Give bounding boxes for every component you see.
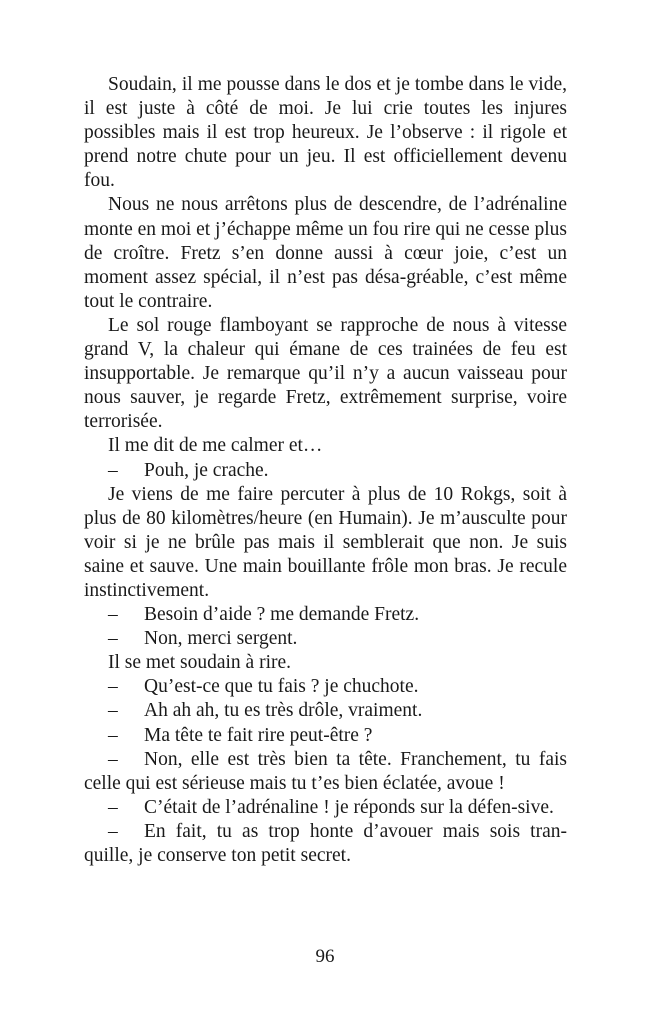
- page-number: 96: [315, 946, 335, 967]
- dialogue-line: [84, 699, 567, 723]
- dialogue-dash: –: [108, 796, 118, 818]
- dialogue-line: [84, 724, 567, 748]
- dialogue-text: Ah ah ah, tu es très drôle, vraiment.: [144, 700, 423, 722]
- dialogue-text: Non, merci sergent.: [144, 628, 298, 650]
- dialogue-text: Non, elle est très bien ta tête. Franchement, tu fais celle qui est sérieuse mais tu t’es bien éclatée, avoue !: [84, 748, 567, 794]
- dialogue-line: [84, 603, 567, 627]
- dialogue-dash: –: [108, 676, 118, 698]
- dialogue-line: [84, 796, 567, 820]
- dialogue-text: Qu’est-ce que tu fais ? je chuchote.: [144, 676, 419, 698]
- dialogue-dash: –: [108, 700, 118, 722]
- dialogue-dash: –: [108, 604, 118, 626]
- dialogue-dash: –: [108, 724, 118, 746]
- paragraph: Nous ne nous arrêtons plus de descendre, de l’adrénaline monte en moi et j’échappe même un fou rire qui ne cesse plus de croître. Fretz s’en donne aussi à cœur joie, c’est un moment assez spécial, il n’est pas désa-gréable, c’est même tout le contraire.: [84, 194, 568, 312]
- dialogue-dash: –: [108, 628, 118, 650]
- dialogue-text: En fait, tu as trop honte d’avouer mais sois tran-quille, je conserve ton petit secret.: [84, 820, 567, 866]
- paragraph: Il se met soudain à rire.: [108, 652, 292, 674]
- dialogue-dash: –: [108, 748, 118, 770]
- paragraph: Je viens de me faire percuter à plus de 10 Rokgs, soit à plus de 80 kilomètres/heure (en Humain). Je m’ausculte pour voir si je ne brûle pas mais il semblerait que non. Je suis saine et sauve. Une main bouillante frôle mon bras. Je recule instinctivement.: [84, 483, 567, 601]
- dialogue-text: C’était de l’adrénaline ! je réponds sur la défen-sive.: [144, 796, 554, 818]
- dialogue-line: [84, 820, 567, 868]
- paragraph: Il me dit de me calmer et…: [108, 435, 323, 457]
- dialogue-line: [84, 675, 567, 699]
- dialogue-dash: –: [108, 820, 118, 842]
- dialogue-line: [84, 748, 567, 796]
- paragraph: Soudain, il me pousse dans le dos et je tombe dans le vide, il est juste à côté de moi. Je lui crie toutes les injures possibles mais il est trop heureux. Je l’observe : il rigole et prend notre chute pour un jeu. Il est officiellement devenu fou.: [84, 74, 567, 192]
- dialogue-dash: –: [108, 459, 118, 481]
- paragraph: Le sol rouge flamboyant se rapproche de nous à vitesse grand V, la chaleur qui émane de ces trainées de feu est insupportable. Je remarque qu’il n’y a aucun vaisseau pour nous sauver, je regarde Fretz, extrêmement surprise, voire terrorisée.: [84, 314, 567, 433]
- dialogue-line: [84, 627, 567, 651]
- page-body: [84, 73, 567, 868]
- dialogue-text: Ma tête te fait rire peut-être ?: [144, 724, 373, 746]
- dialogue-text: Besoin d’aide ? me demande Fretz.: [144, 604, 420, 626]
- dialogue-line: [84, 459, 567, 483]
- dialogue-text: Pouh, je crache.: [144, 459, 269, 481]
